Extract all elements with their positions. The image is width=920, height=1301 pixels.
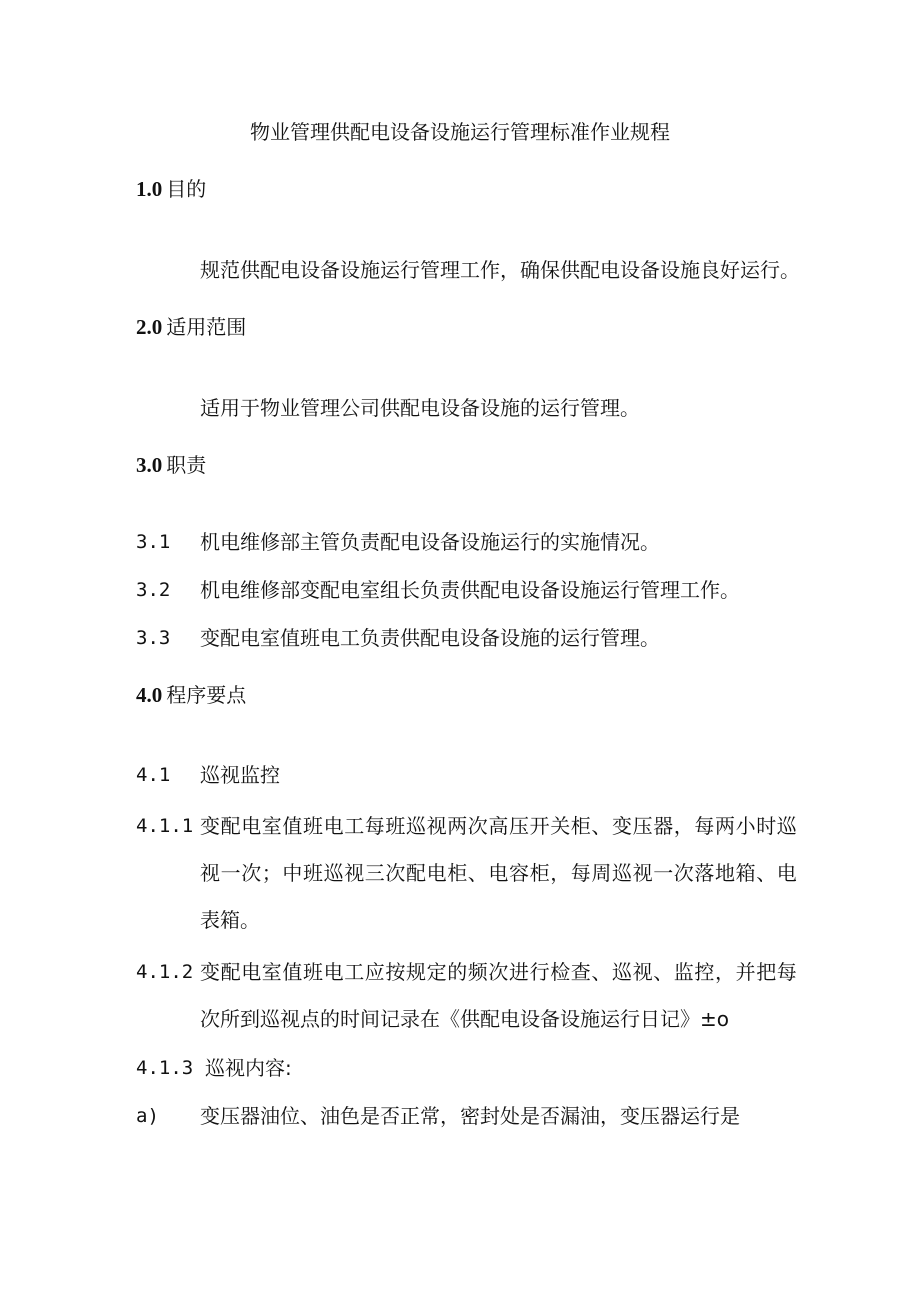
item-number-3-2: 3.2 [136, 579, 171, 601]
section-2-paragraph: 适用于物业管理公司供配电设备设施的运行管理。 [200, 396, 640, 420]
item-number-4-1: 4.1 [136, 764, 171, 786]
section-heading-3 [136, 453, 206, 477]
section-title: 目的 [166, 177, 207, 201]
item-number-4-1-1: 4.1.1 [136, 815, 194, 837]
item-number-3-3: 3.3 [136, 627, 171, 649]
item-text-3-2: 机电维修部变配电室组长负责供配电设备设施运行管理工作。 [200, 578, 740, 602]
section-number: 2.0 [136, 315, 163, 339]
item-text-4-1-2-line2: 次所到巡视点的时间记录在《供配电设备设施运行日记》±o [200, 1007, 729, 1031]
item-text-4-1-2-line1: 变配电室值班电工应按规定的频次进行检查、巡视、监控，并把每 [200, 960, 798, 984]
section-title: 程序要点 [166, 683, 247, 707]
item-text-4-1-3: 巡视内容: [205, 1056, 292, 1080]
item-number-4-1-2: 4.1.2 [136, 961, 194, 983]
section-number: 4.0 [136, 683, 163, 707]
item-text-3-3: 变配电室值班电工负责供配电设备设施的运行管理。 [200, 626, 660, 650]
section-title: 职责 [166, 453, 207, 477]
section-heading-4 [136, 683, 246, 707]
section-1-paragraph: 规范供配电设备设施运行管理工作，确保供配电设备设施良好运行。 [200, 258, 800, 282]
item-number-a: a) [136, 1105, 159, 1127]
item-text-a: 变压器油位、油色是否正常，密封处是否漏油，变压器运行是 [200, 1104, 740, 1128]
item-text-4-1-1-line2: 视一次；中班巡视三次配电柜、电容柜，每周巡视一次落地箱、电 [200, 861, 798, 885]
item-number-4-1-3: 4.1.3 [136, 1057, 194, 1079]
item-text-3-1: 机电维修部主管负责配电设备设施运行的实施情况。 [200, 530, 660, 554]
item-text-4-1: 巡视监控 [200, 763, 280, 787]
section-title: 适用范围 [166, 315, 247, 339]
section-heading-2 [136, 315, 246, 339]
item-text-4-1-1-line3: 表箱。 [200, 908, 260, 932]
section-number: 1.0 [136, 177, 163, 201]
section-number: 3.0 [136, 453, 163, 477]
item-number-3-1: 3.1 [136, 531, 171, 553]
item-text-4-1-1-line1: 变配电室值班电工每班巡视两次高压开关柜、变压器，每两小时巡 [200, 814, 798, 838]
document-title: 物业管理供配电设备设施运行管理标准作业规程 [250, 120, 670, 144]
section-heading-1 [136, 177, 206, 201]
